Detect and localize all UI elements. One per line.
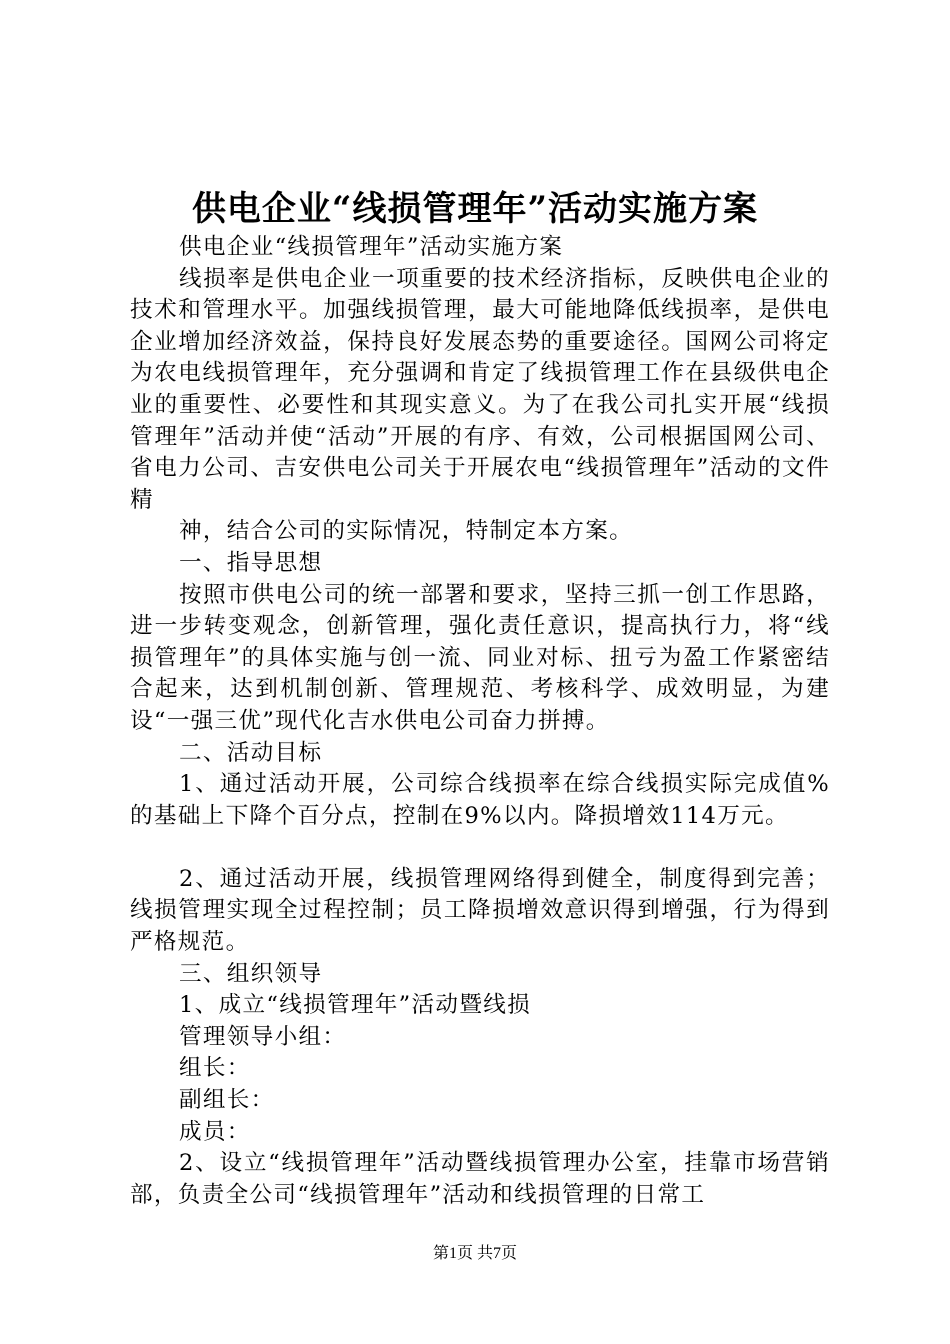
section-heading-activity-goals: 二、活动目标: [179, 739, 323, 766]
document-body: [130, 232, 830, 1211]
team-leader-line: 组长：: [179, 1055, 251, 1082]
goal-item-2: 2、通过活动开展，线损管理网络得到健全，制度得到完善；线损管理实现全过程控制；员工降损增效意识得到增强，行为得到严格规范。: [130, 865, 830, 956]
subtitle-paragraph: 供电企业“线损管理年”活动实施方案: [179, 234, 564, 260]
section-heading-guiding-ideology: 一、指导思想: [179, 549, 323, 576]
intro-continuation: 神，结合公司的实际情况，特制定本方案。: [179, 518, 633, 545]
goal-item-1: 1、通过活动开展，公司综合线损率在综合线损实际完成值%的基础上下降个百分点，控制在9%以内。降损增效114万元。: [130, 771, 830, 829]
blank-line: [130, 832, 830, 864]
intro-paragraph: 线损率是供电企业一项重要的技术经济指标，反映供电企业的技术和管理水平。加强线损管理，最大可能地降低线损率，是供电企业增加经济效益，保持良好发展态势的重要途径。国网公司将定为农电线损管理年，充分强调和肯定了线损管理工作在县级供电企业的重要性、必要性和其现实意义。为了在我公司扎实开展“线损管理年”活动并使“活动”开展的有序、有效，公司根据国网公司、省电力公司、吉安供电公司关于开展农电“线损管理年”活动的文件精: [130, 265, 830, 513]
document-title: 供电企业“线损管理年”活动实施方案: [191, 189, 759, 229]
guiding-ideology-paragraph: 按照市供电公司的统一部署和要求，坚持三抓一创工作思路，进一步转变观念，创新管理，强化责任意识，提高执行力，将“线损管理年”的具体实施与创一流、同业对标、扭亏为盈工作紧密结合起来，达到机制创新、管理规范、考核科学、成效明显，为建设“一强三优”现代化吉水供电公司奋力拼搏。: [130, 581, 830, 734]
deputy-leader-line: 副组长：: [179, 1087, 275, 1114]
section-heading-organization: 三、组织领导: [179, 960, 323, 987]
page-indicator: 第1页 共7页: [432, 1245, 517, 1262]
members-line: 成员：: [179, 1118, 251, 1145]
organization-item-1: 1、成立“线损管理年”活动暨线损: [179, 992, 531, 1019]
organization-item-2: 2、设立“线损管理年”活动暨线损管理办公室，挂靠市场营销部，负责全公司“线损管理年”活动和线损管理的日常工: [130, 1150, 830, 1208]
organization-item-1-continuation: 管理领导小组：: [179, 1023, 347, 1050]
